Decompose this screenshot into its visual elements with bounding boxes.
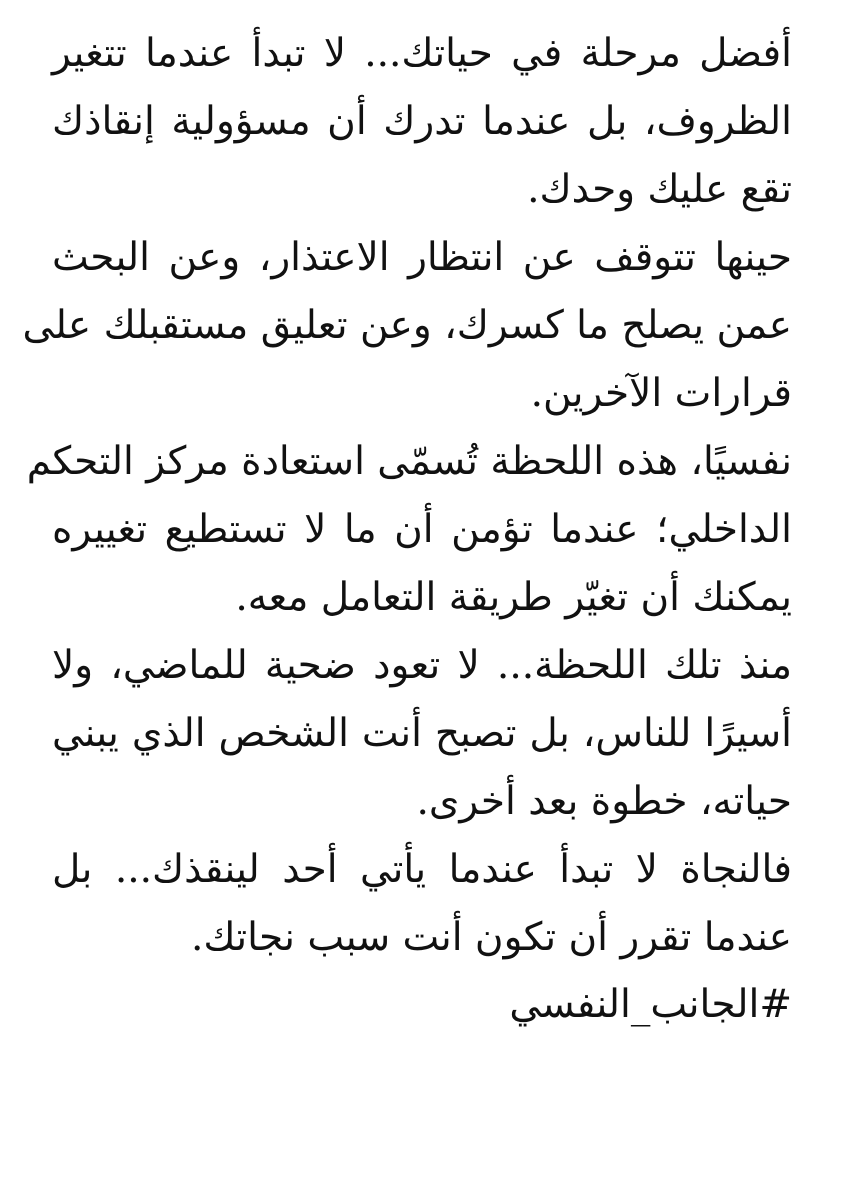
text-line: تقع عليك وحدك. [527, 167, 792, 212]
paragraph-4 [52, 632, 792, 836]
text-line: فالنجاة لا تبدأ عندما يأتي أحد لينقذك... بل [52, 847, 792, 892]
text-line: حينها تتوقف عن انتظار الاعتذار، وعن البحث [52, 235, 792, 280]
text-line: الظروف، بل عندما تدرك أن مسؤولية إنقاذك [52, 99, 792, 144]
text-line: عندما تقرر أن تكون أنت سبب نجاتك. [190, 915, 792, 960]
text-line: نفسيًا، هذه اللحظة تُسمّى استعادة مركز التحكم [26, 439, 792, 484]
paragraph-1 [52, 20, 792, 224]
text-line: حياته، خطوة بعد أخرى. [416, 779, 792, 824]
text-line: يمكنك أن تغيّر طريقة التعامل معه. [235, 575, 792, 620]
text-line: قرارات الآخرين. [530, 371, 792, 416]
paragraph-2 [22, 224, 792, 428]
paragraph-5 [52, 836, 792, 972]
text-line: عمن يصلح ما كسرك، وعن تعليق مستقبلك على [22, 303, 792, 348]
text-line: أسيرًا للناس، بل تصبح أنت الشخص الذي يبني [52, 711, 793, 756]
post-text [22, 20, 793, 1038]
paragraph-3 [26, 428, 792, 632]
text-line: الداخلي؛ عندما تؤمن أن ما لا تستطيع تغييره [52, 507, 792, 552]
hashtag[interactable]: #الجانب_النفسي [509, 982, 792, 1027]
text-line: منذ تلك اللحظة... لا تعود ضحية للماضي، ولا [52, 643, 792, 688]
text-line: أفضل مرحلة في حياتك... لا تبدأ عندما تتغير [52, 31, 792, 76]
